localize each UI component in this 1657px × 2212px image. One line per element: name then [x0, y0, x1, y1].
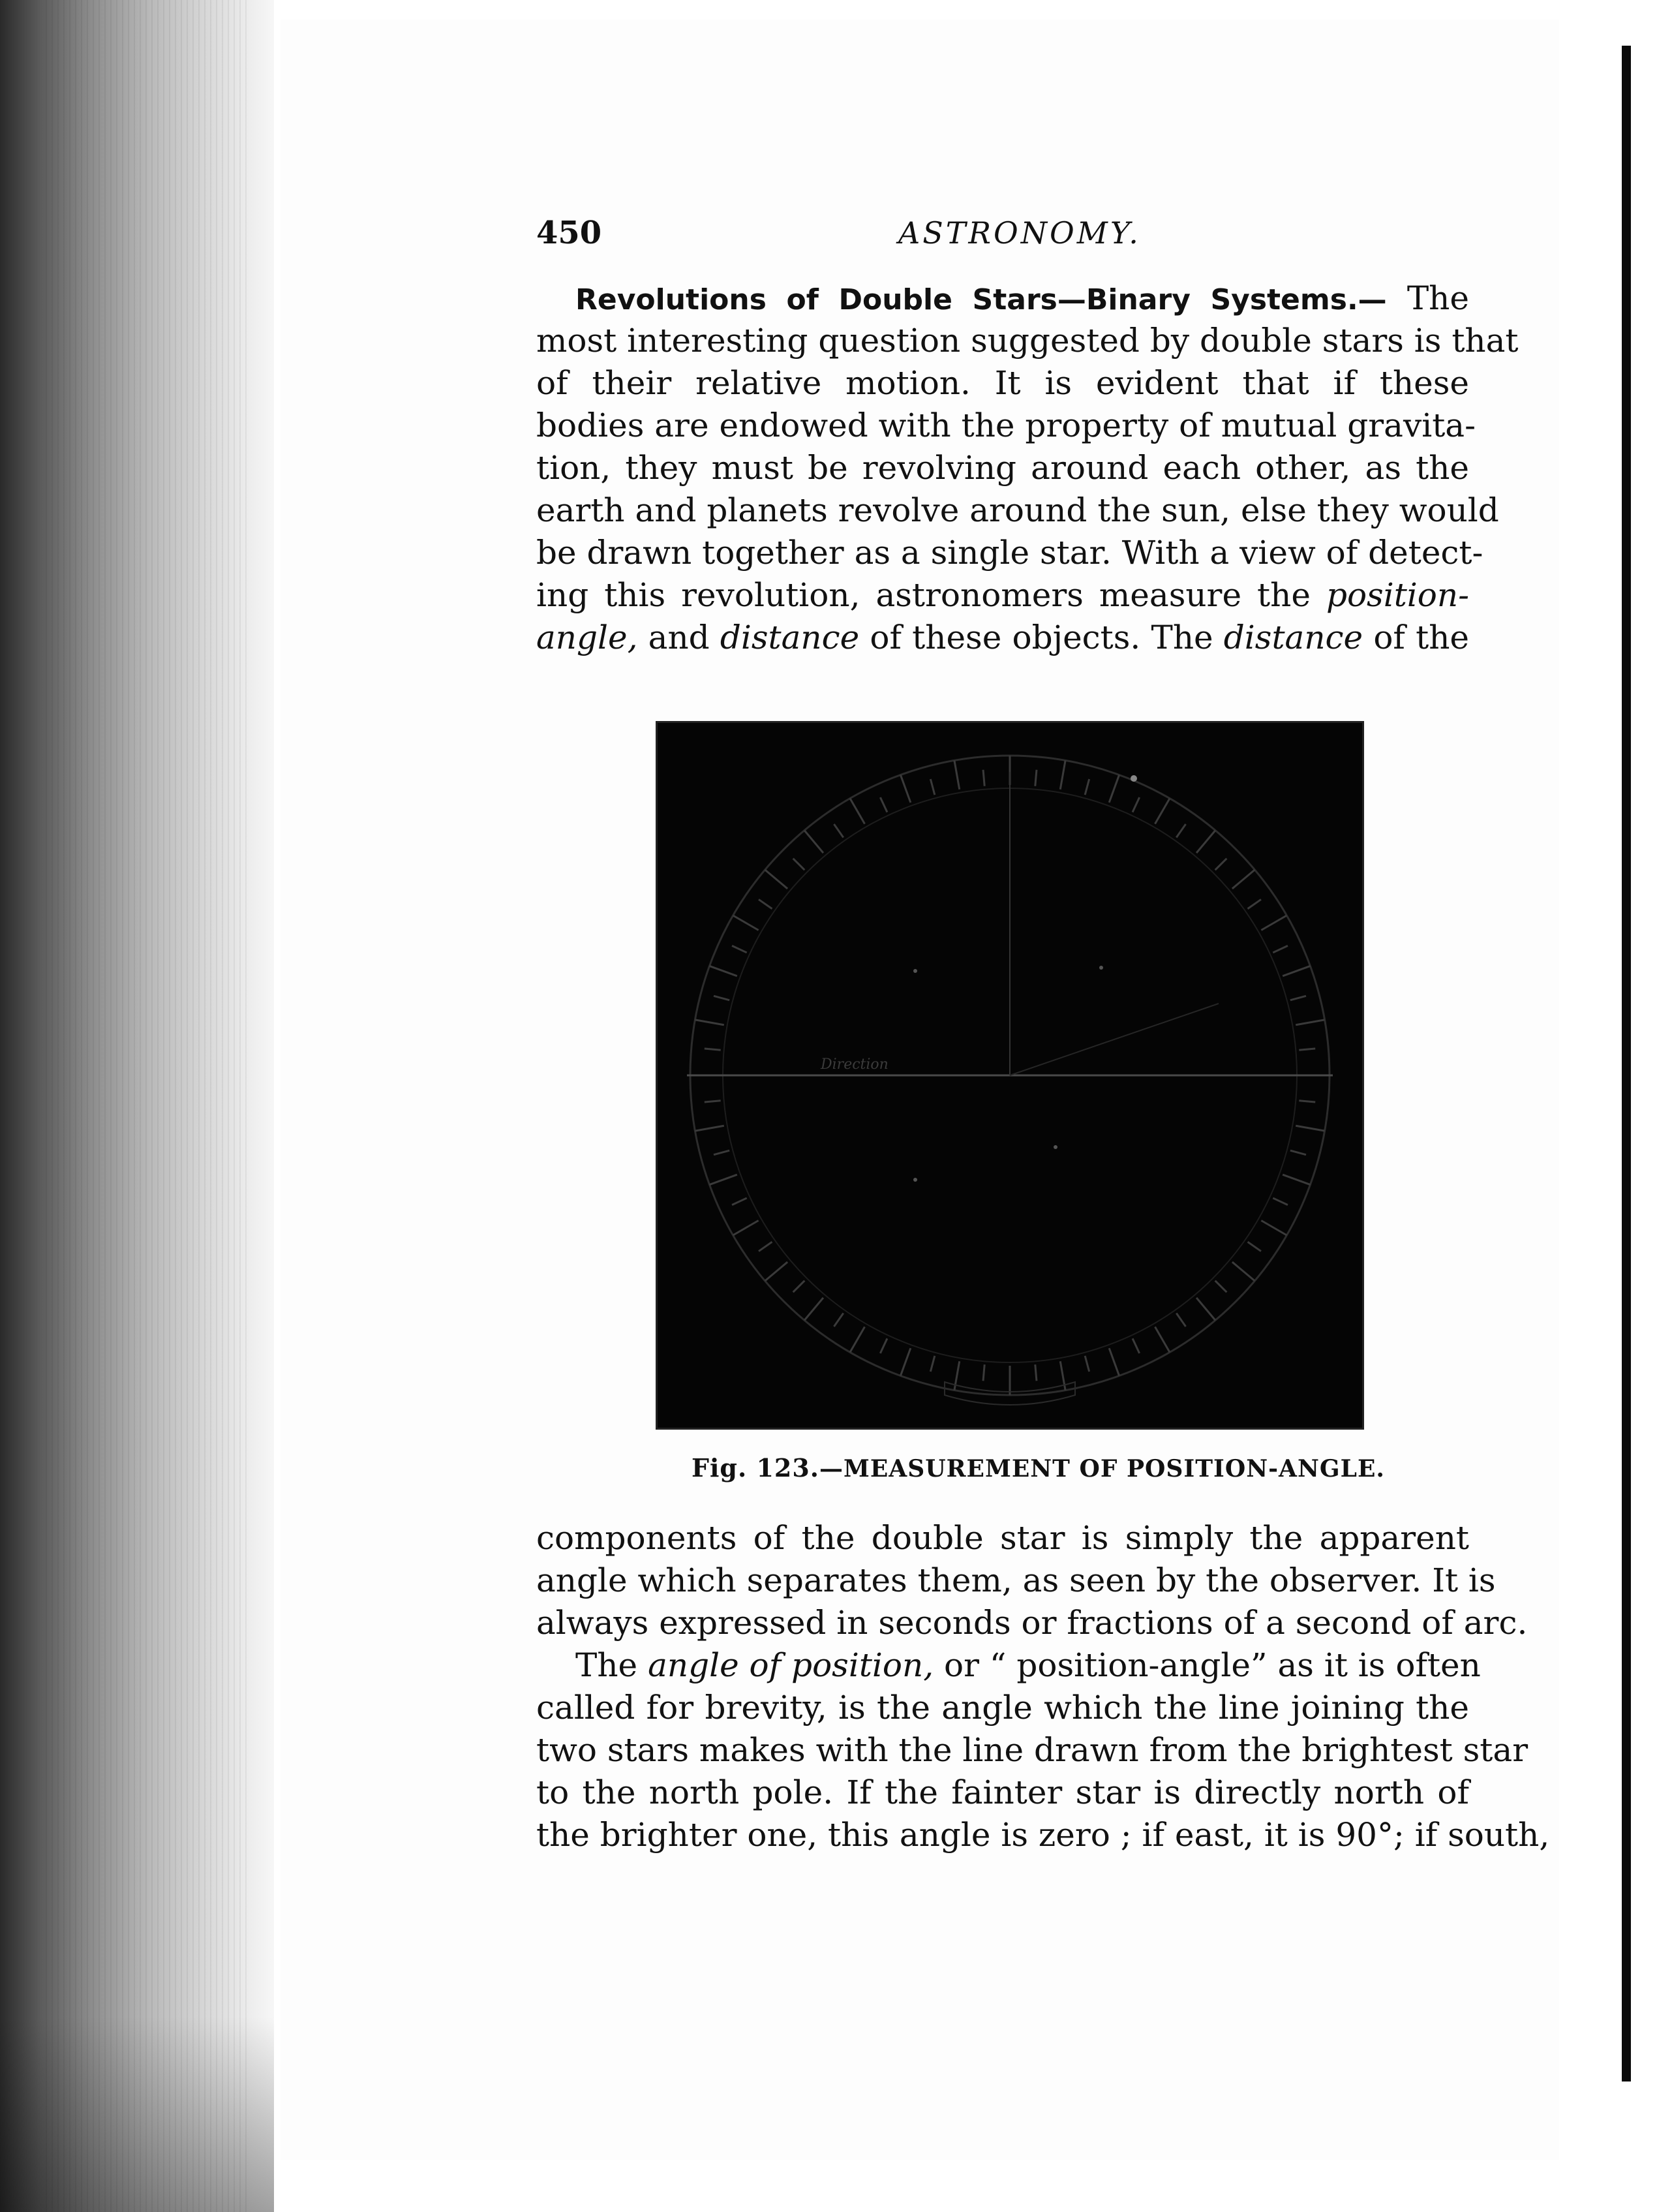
italic-term: distance: [720, 619, 860, 656]
italic-term: angle of position,: [648, 1646, 934, 1684]
dial-tick: [1133, 797, 1140, 812]
dial-tick: [1261, 915, 1286, 930]
dial-tick: [1109, 775, 1119, 803]
text-line: to the north pole. If the fainter star is directly north of: [536, 1774, 1469, 1811]
dial-tick: [1232, 1262, 1254, 1281]
dial-tick: [1196, 1298, 1215, 1320]
dial-tick: [732, 1198, 747, 1205]
dial-tick: [1299, 1049, 1315, 1050]
dial-tick: [1215, 859, 1227, 870]
dial-inner-label: Direction: [821, 1056, 889, 1073]
figure-caption: [692, 1452, 1385, 1485]
dial-tick: [1261, 1221, 1286, 1236]
dial-tick: [1299, 1101, 1315, 1102]
dial-tick: [1176, 824, 1185, 837]
dial-tick: [714, 1150, 729, 1154]
dial-tick: [1035, 770, 1037, 786]
dial-tick: [850, 799, 865, 824]
dial-tick: [1248, 1242, 1261, 1251]
text-line: angle, and distance of these objects. The distance of the: [536, 619, 1469, 656]
text-line: always expressed in seconds or fractions of a second of arc.: [536, 1604, 1528, 1642]
dial-tick: [1290, 1150, 1306, 1154]
dial-tick: [850, 1327, 865, 1352]
dial-tick: [765, 1262, 787, 1281]
dial-tick: [1060, 760, 1065, 789]
dial-tick: [733, 915, 759, 930]
dial-tick: [1196, 831, 1215, 853]
dial-tick: [1215, 1281, 1227, 1293]
dial-tick: [1273, 1198, 1288, 1205]
dial-tick: [880, 1338, 887, 1353]
paragraph-distance: [536, 1517, 1550, 1856]
text-line: ing this revolution, astronomers measure the position-: [536, 576, 1469, 614]
text-line: called for brevity, is the angle which the line joining the: [536, 1689, 1469, 1727]
dial-tick: [983, 1364, 984, 1381]
dial-tick: [1283, 1175, 1310, 1184]
dial-tick: [1085, 779, 1089, 795]
dial-tick: [1109, 1348, 1119, 1375]
dial-tick: [900, 1348, 910, 1375]
dial-tick: [1296, 1126, 1324, 1131]
right-page-margin: [1605, 0, 1657, 2212]
dial-tick: [834, 1313, 843, 1327]
dial-tick: [759, 899, 772, 908]
dial-tick: [710, 966, 737, 975]
dial-tick: [765, 870, 787, 889]
star-mark: [1054, 1145, 1057, 1149]
dial-tick: [1155, 1327, 1170, 1352]
figure-position-angle: [656, 721, 1364, 1430]
dial-tick: [930, 1356, 934, 1372]
dial-tick: [1248, 899, 1261, 908]
dial-tick: [1232, 870, 1254, 889]
dial-tick: [759, 1242, 772, 1251]
text-line: tion, they must be revolving around each other, as the: [536, 449, 1469, 487]
italic-term: distance: [1223, 619, 1363, 656]
position-angle-dial-illustration: [658, 723, 1362, 1428]
page-number: 450: [536, 215, 602, 251]
dial-tick: [804, 1298, 823, 1320]
book-spine-edge: [0, 0, 274, 2212]
text-line: bodies are endowed with the property of mutual gravita-: [536, 407, 1476, 444]
text-line: be drawn together as a single star. With a view of detect-: [536, 534, 1483, 572]
direction-line: [1010, 1004, 1219, 1075]
dial-tick: [983, 770, 984, 786]
dial-tick: [1273, 945, 1288, 953]
text-line: of their relative motion. It is evident that if these: [536, 364, 1469, 402]
text-line: the brighter one, this angle is zero ; if east, it is 90°; if south,: [536, 1816, 1550, 1854]
figure-number: Fig. 123.: [692, 1453, 819, 1482]
dial-tick: [732, 945, 747, 953]
dial-tick: [1133, 1338, 1140, 1353]
text-line: earth and planets revolve around the sun, else they would: [536, 491, 1499, 529]
text-line: two stars makes with the line drawn from the brightest star: [536, 1731, 1528, 1769]
text-line: angle which separates them, as seen by the observer. It is: [536, 1561, 1496, 1599]
text-line: components of the double star is simply the apparent: [536, 1519, 1469, 1557]
dial-tick: [1035, 1364, 1037, 1381]
text-line: most interesting question suggested by double stars is that: [536, 322, 1519, 360]
dial-tick: [705, 1101, 721, 1102]
dial-tick: [930, 779, 934, 795]
dial-tick: [705, 1049, 721, 1050]
star-mark: [913, 969, 917, 973]
star-mark: [913, 1178, 917, 1182]
page-header: [536, 210, 1469, 256]
dial-tick: [1283, 966, 1310, 975]
dial-tick: [1085, 1356, 1089, 1372]
dial-tick: [733, 1221, 759, 1236]
dial-tick: [714, 996, 729, 1000]
star-mark: [1099, 966, 1103, 970]
dial-tick: [710, 1175, 737, 1184]
dial-tick: [793, 1281, 805, 1293]
italic-term: position-: [1326, 576, 1469, 614]
dial-tick: [793, 859, 805, 870]
running-head: ASTRONOMY.: [898, 215, 1141, 251]
spine-shadow: [0, 2016, 274, 2212]
paragraph-binary-systems: [536, 277, 1519, 659]
dial-tick: [834, 824, 843, 837]
dial-tick: [1176, 1313, 1185, 1327]
figure-title: —MEASUREMENT OF POSITION-ANGLE.: [819, 1455, 1385, 1482]
dial-tick: [1296, 1020, 1324, 1025]
dial-tick: [695, 1020, 723, 1025]
section-heading: Revolutions of Double Stars—Binary Systems.—: [575, 283, 1387, 316]
dial-tick: [1155, 799, 1170, 824]
text-line: The angle of position, or “ position-angle” as it is often: [575, 1646, 1481, 1684]
italic-term: angle,: [536, 619, 638, 656]
page-edge-lines: [46, 0, 248, 2212]
text-line: Revolutions of Double Stars—Binary Systems.— The: [575, 279, 1469, 317]
dial-tick: [695, 1126, 723, 1131]
dial-tick: [900, 775, 910, 803]
dial-tick: [880, 797, 887, 812]
dial-tick: [954, 760, 960, 789]
star-mark: [1131, 775, 1137, 782]
dial-tick: [804, 831, 823, 853]
dial-tick: [1290, 996, 1306, 1000]
adjacent-page-edge: [1622, 46, 1631, 2081]
